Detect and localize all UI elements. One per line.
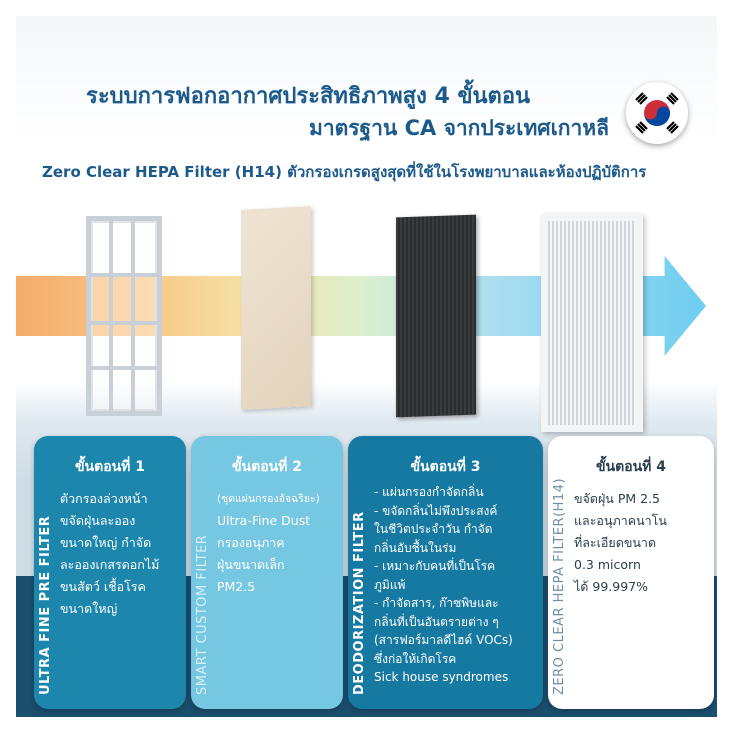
desc-line: ขนาดใหญ่ กำจัด (60, 535, 152, 550)
subtitle: Zero Clear HEPA Filter (H14) ตัวกรองเกรดสูงสุดที่ใช้ในโรงพยาบาลและห้องปฏิบัติการ (42, 163, 647, 181)
filter-name: ZERO CLEAR HEPA FILTER(H14) (552, 477, 567, 695)
step-title: ขั้นตอนที่ 3 (410, 459, 481, 475)
desc-line: ขจัดฝุ่นละออง (60, 513, 136, 528)
desc-line: PM2.5 (217, 579, 256, 594)
hepa-filter-image (541, 214, 643, 432)
deodorization-filter-image (396, 215, 476, 418)
title-line1: ระบบการฟอกอากาศประสิทธิภาพสูง 4 ขั้นตอน (86, 84, 531, 109)
desc-line: 0.3 micorn (574, 557, 641, 572)
filter-name: ULTRA FINE PRE FILTER (38, 515, 53, 695)
custom-filter-image (241, 206, 311, 410)
desc-line: - เหมาะกับคนที่เป็นโรค (374, 559, 496, 573)
desc-line: - กำจัดสาร, ก๊าซพิษและ (374, 596, 499, 610)
desc-line: ตัวกรองล่วงหน้า (60, 491, 148, 506)
desc-line: ที่ละเอียดขนาด (574, 535, 657, 550)
desc-line: (สารฟอร์มาลดีไฮด์ VOCs) (374, 633, 513, 647)
pre-filter-image (86, 216, 162, 416)
step-description (574, 488, 708, 598)
desc-line: Sick house syndromes (374, 670, 509, 684)
desc-line: ขนสัตว์ เชื้อโรค (60, 579, 146, 594)
filter-name: SMART CUSTOM FILTER (195, 534, 210, 695)
desc-line: ละอองเกสรดอกไม้ (60, 557, 160, 572)
desc-line: ซึ่งก่อให้เกิดโรค (374, 651, 457, 666)
desc-line: ในชีวิตประจำวัน กำจัด (374, 522, 493, 536)
step-card-4 (548, 436, 714, 709)
step-title: ขั้นตอนที่ 1 (74, 459, 146, 475)
step-description (374, 483, 537, 687)
desc-line: ภูมิแพ้ (374, 577, 406, 592)
infographic (16, 16, 717, 717)
filter-name: DEODORIZATION FILTER (352, 511, 367, 695)
desc-line: - ขจัดกลิ่นไม่พึงประสงค์ (374, 503, 498, 518)
desc-line: ขจัดฝุ่น PM 2.5 (574, 491, 661, 506)
desc-line: กลิ่นอับชื้นในร่ม (374, 540, 457, 555)
desc-line: และอนุภาคนาโน (574, 513, 667, 528)
desc-line: กลิ่นที่เป็นอันตรายต่าง ๆ (374, 614, 499, 629)
desc-line: ฝุ่นขนาดเล็ก (217, 557, 285, 572)
desc-line: - แผ่นกรองกำจัดกลิ่น (374, 485, 484, 499)
desc-line: Ultra-Fine Dust (217, 513, 311, 528)
desc-line: กรองอนุภาค (217, 535, 285, 550)
korea-flag-icon (626, 82, 688, 144)
step-card-2 (191, 436, 343, 709)
step-description (60, 488, 180, 620)
desc-note: (ชุดแผ่นกรองอัจฉริยะ) (217, 493, 320, 505)
desc-line: ขนาดใหญ่ (60, 601, 118, 616)
title-line2: มาตรฐาน CA จากประเทศเกาหลี (309, 116, 610, 140)
step-title: ขั้นตอนที่ 4 (595, 459, 667, 475)
step-card-3 (348, 436, 543, 709)
step-description (217, 488, 337, 598)
step-card-1 (34, 436, 186, 709)
desc-line: ได้ 99.997% (574, 579, 648, 594)
step-title: ขั้นตอนที่ 2 (231, 459, 303, 475)
